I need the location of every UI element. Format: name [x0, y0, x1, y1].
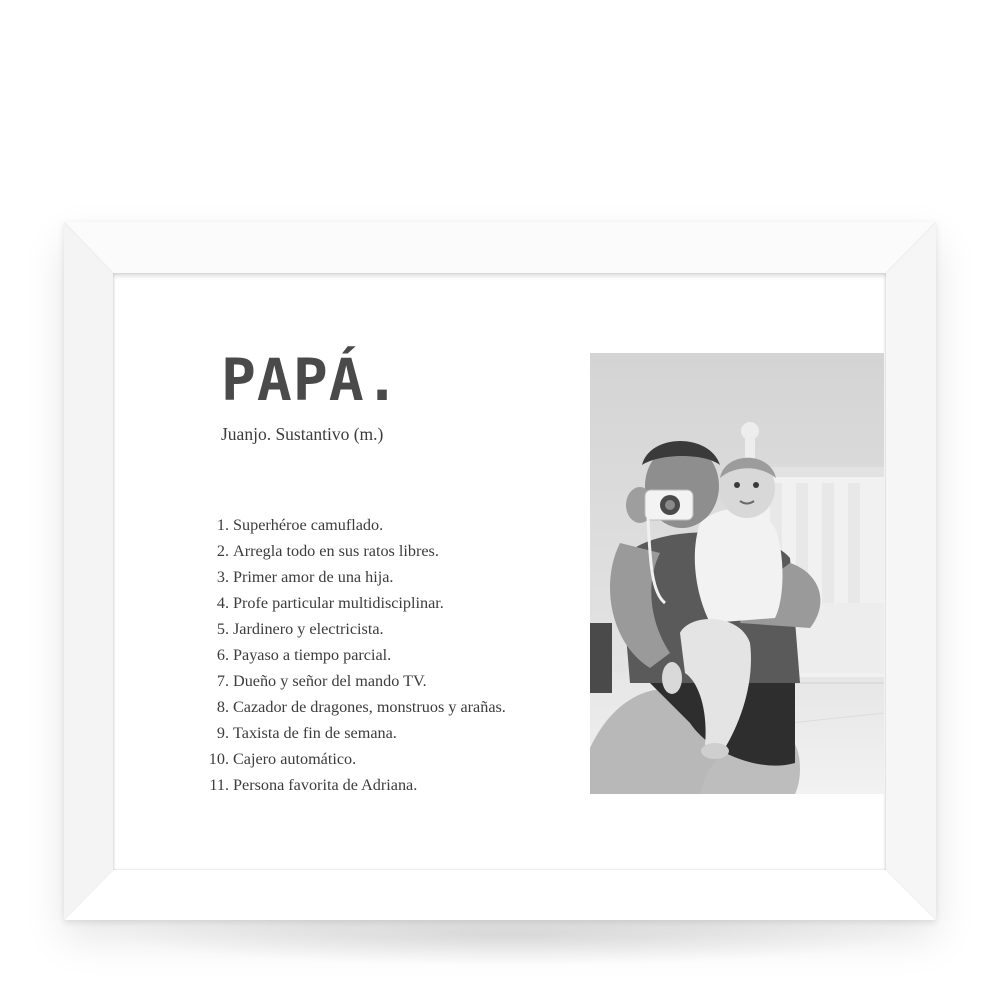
list-item: 11. Persona favorita de Adriana.: [209, 776, 418, 794]
poster-title: PAPÁ.: [221, 346, 401, 414]
family-photo: [590, 353, 884, 794]
list-item: 3. Primer amor de una hija.: [216, 568, 394, 586]
poster-subtitle: Juanjo. Sustantivo (m.): [221, 424, 384, 444]
definition-list: [203, 512, 506, 798]
list-item: 7. Dueño y señor del mando TV.: [216, 672, 427, 690]
list-item: 10. Cajero automático.: [208, 750, 357, 768]
list-item: 8. Cazador de dragones, monstruos y arañas.: [216, 698, 506, 716]
picture-frame: [64, 222, 936, 920]
list-item: 6. Payaso a tiempo parcial.: [216, 646, 392, 664]
list-item: 1. Superhéroe camuflado.: [216, 516, 384, 534]
list-item: 5. Jardinero y electricista.: [216, 620, 384, 638]
list-item: 9. Taxista de fin de semana.: [216, 724, 397, 742]
list-item: 2. Arregla todo en sus ratos libres.: [216, 542, 439, 560]
poster-print: [113, 273, 886, 870]
list-item: 4. Profe particular multidisciplinar.: [216, 594, 444, 612]
family-photo-illustration: [590, 353, 884, 794]
